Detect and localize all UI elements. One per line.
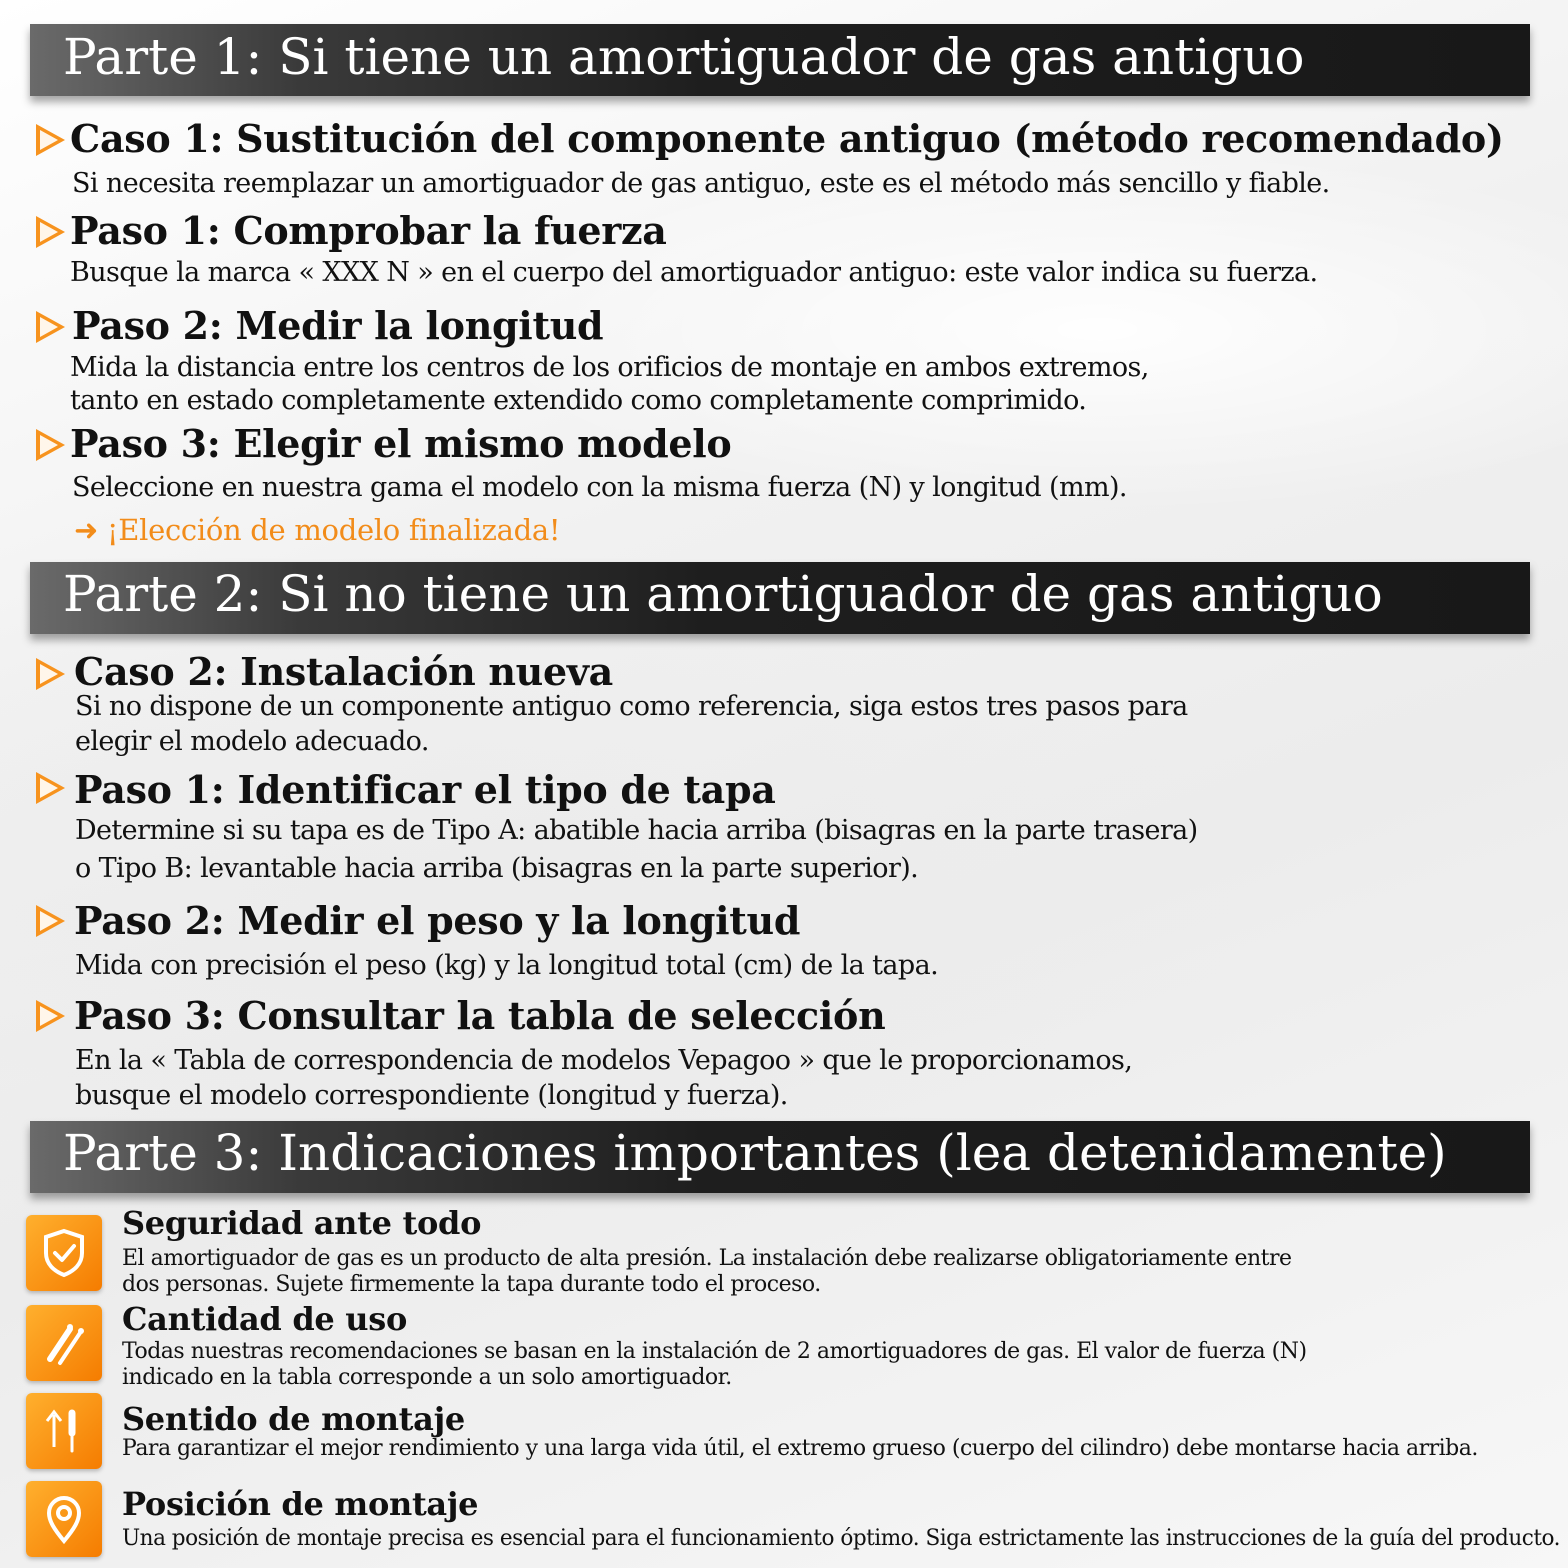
part2-title: Parte 2: Si no tiene un amortiguador de gas antiguo [63,565,1383,623]
p2-step1-line1: Determine si su tapa es de Tipo A: abatible hacia arriba (bisagras en la parte trasera) [75,815,1198,846]
p2-step2-text: Mida con precisión el peso (kg) y la longitud total (cm) de la tapa. [75,950,939,981]
p2-step3-title: Paso 3: Consultar la tabla de selección [74,993,886,1038]
case1-text: Si necesita reemplazar un amortiguador de gas antiguo, este es el método más sencillo y fiable. [72,168,1330,199]
part2-banner [30,562,1530,634]
bullet-arrow-icon [36,772,65,804]
bullet-arrow-icon [36,429,65,461]
p2-step3-line2: busque el modelo correspondiente (longitud y fuerza). [75,1080,788,1111]
bullet-arrow-icon [36,1000,65,1032]
p1-step1-title: Paso 1: Comprobar la fuerza [70,208,667,253]
p1-step3-text: Seleccione en nuestra gama el modelo con la misma fuerza (N) y longitud (mm). [72,472,1127,503]
note1-line1: El amortiguador de gas es un producto de alta presión. La instalación debe realizarse obligatoriamente entre [122,1246,1292,1271]
p1-step1-text: Busque la marca « XXX N » en el cuerpo del amortiguador antiguo: este valor indica su fuerza. [70,257,1318,288]
note4-line1: Una posición de montaje precisa es esencial para el funcionamiento óptimo. Siga estrictamente las instrucciones de la guía del producto. [122,1526,1560,1551]
part1-banner [30,24,1530,96]
two-struts-icon [26,1305,102,1381]
note3-line1: Para garantizar el mejor rendimiento y una larga vida útil, el extremo grueso (cuerpo del cilindro) debe montarse hacia arriba. [122,1436,1478,1461]
upward-strut-icon [26,1393,102,1469]
bullet-arrow-icon [36,658,65,690]
case1-title: Caso 1: Sustitución del componente antiguo (método recomendado) [70,116,1504,161]
case2-line2: elegir el modelo adecuado. [75,726,429,757]
location-pin-icon [26,1481,102,1557]
p1-step2-line2: tanto en estado completamente extendido como completamente comprimido. [70,385,1087,416]
part1-title: Parte 1: Si tiene un amortiguador de gas antiguo [63,28,1305,86]
p2-step3-line1: En la « Tabla de correspondencia de modelos Vepagoo » que le proporcionamos, [75,1045,1133,1076]
case2-line1: Si no dispone de un componente antiguo como referencia, siga estos tres pasos para [75,691,1188,722]
p1-step3-title: Paso 3: Elegir el mismo modelo [70,421,732,466]
bullet-arrow-icon [36,216,65,248]
part3-banner [30,1121,1530,1193]
p1-step2-line1: Mida la distancia entre los centros de los orificios de montaje en ambos extremos, [70,352,1149,383]
bullet-arrow-icon [36,311,65,343]
p2-step1-line2: o Tipo B: levantable hacia arriba (bisagras en la parte superior). [75,853,919,884]
part3-title: Parte 3: Indicaciones importantes (lea detenidamente) [63,1124,1447,1182]
note3-title: Sentido de montaje [122,1400,465,1438]
note1-title: Seguridad ante todo [122,1204,482,1242]
bullet-arrow-icon [36,124,65,156]
case2-title: Caso 2: Instalación nueva [74,649,613,694]
note2-line1: Todas nuestras recomendaciones se basan en la instalación de 2 amortiguadores de gas. El valor de fuerza (N) [122,1339,1307,1364]
shield-check-icon [26,1215,102,1291]
selection-done-note: ➜ ¡Elección de modelo finalizada! [74,513,561,547]
note2-title: Cantidad de uso [122,1300,408,1338]
p2-step2-title: Paso 2: Medir el peso y la longitud [74,898,801,943]
bullet-arrow-icon [36,905,65,937]
note1-line2: dos personas. Sujete firmemente la tapa durante todo el proceso. [122,1272,821,1297]
note2-line2: indicado en la tabla corresponde a un solo amortiguador. [122,1365,732,1390]
p2-step1-title: Paso 1: Identificar el tipo de tapa [74,767,776,812]
p1-step2-title: Paso 2: Medir la longitud [72,303,604,348]
note4-title: Posición de montaje [122,1485,479,1523]
